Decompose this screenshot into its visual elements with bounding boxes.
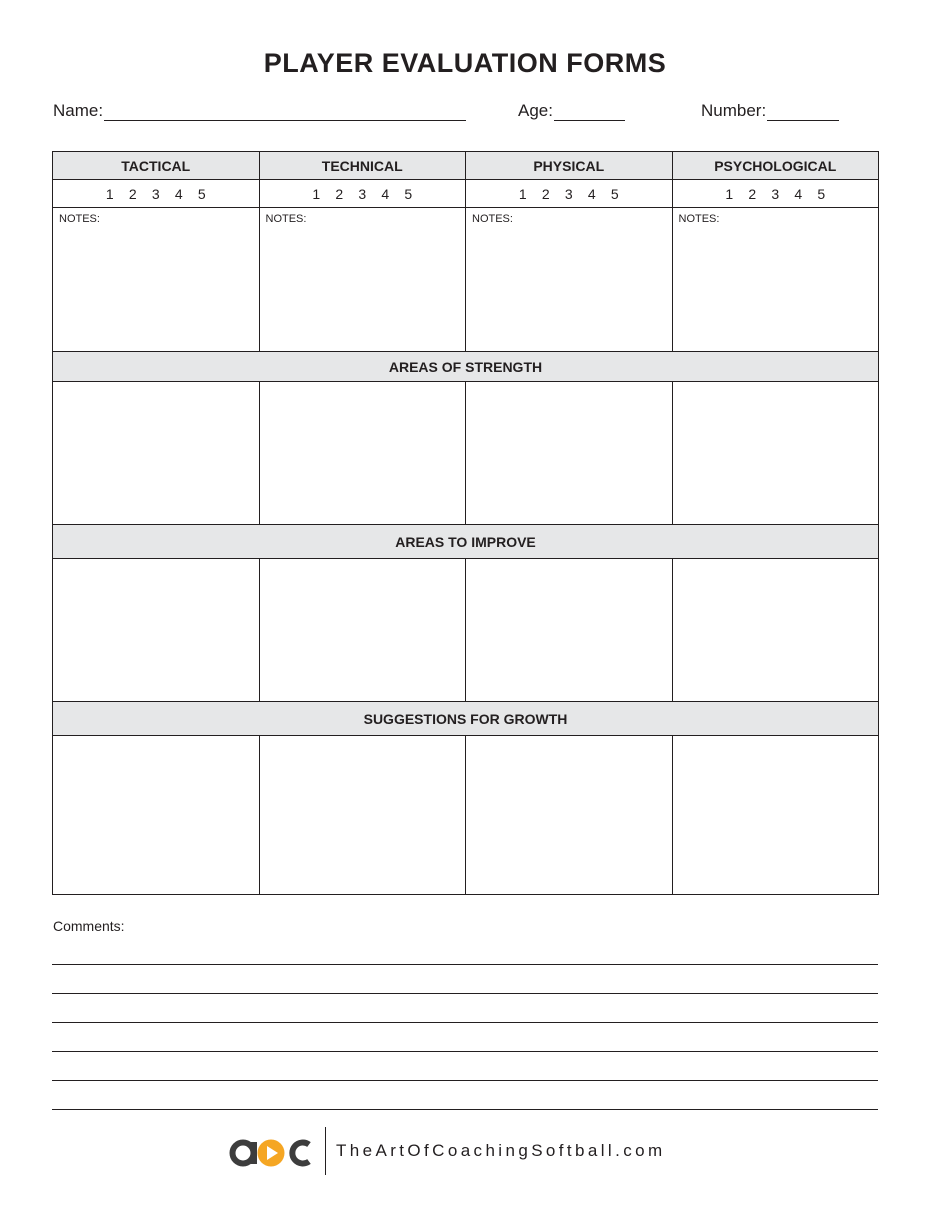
section-header-improve: AREAS TO IMPROVE [53,525,879,559]
growth-cell-tactical[interactable] [53,736,260,895]
notes-cell-physical[interactable] [466,208,673,352]
growth-row [53,736,879,895]
section-header-strength: AREAS OF STRENGTH [53,352,879,382]
notes-row [53,208,879,352]
rating-5[interactable]: 5 [817,185,826,202]
rating-2[interactable]: 2 [335,185,344,202]
name-field[interactable] [53,101,466,121]
growth-cell-physical[interactable] [466,736,673,895]
section-header-row [53,702,879,736]
aoc-logo [229,1131,313,1171]
rating-5[interactable]: 5 [404,185,413,202]
aoc-logo-mark [229,1131,313,1171]
notes-cell-psychological[interactable] [672,208,879,352]
column-header-tactical: TACTICAL [53,152,260,180]
rating-2[interactable]: 2 [748,185,757,202]
number-field[interactable] [701,101,839,121]
form-title: PLAYER EVALUATION FORMS [263,48,667,78]
website-link[interactable]: TheArtOfCoachingSoftball.com [336,1141,666,1160]
rating-1[interactable]: 1 [105,185,114,202]
column-header-row [53,152,879,180]
number-input-line[interactable] [767,102,839,121]
strength-cell-tactical[interactable] [53,382,260,525]
rating-4[interactable]: 4 [174,185,183,202]
column-header-technical: TECHNICAL [259,152,466,180]
comment-line[interactable] [52,1022,878,1023]
rating-scale-technical[interactable] [259,180,466,208]
rating-scale-physical[interactable] [466,180,673,208]
rating-1[interactable]: 1 [312,185,321,202]
growth-cell-technical[interactable] [259,736,466,895]
rating-5[interactable]: 5 [610,185,619,202]
notes-cell-technical[interactable] [259,208,466,352]
comment-line[interactable] [52,1080,878,1081]
rating-scale-tactical[interactable] [53,180,260,208]
age-field[interactable] [518,101,625,121]
age-label: Age: [518,101,553,120]
rating-scale-psychological[interactable] [672,180,879,208]
footer [229,1126,666,1176]
rating-2[interactable]: 2 [128,185,137,202]
notes-label: NOTES: [472,213,513,225]
column-header-physical: PHYSICAL [466,152,673,180]
section-header-row [53,352,879,382]
comments-label: Comments: [53,918,125,934]
section-header-growth: SUGGESTIONS FOR GROWTH [53,702,879,736]
strength-cell-physical[interactable] [466,382,673,525]
notes-label: NOTES: [265,213,307,225]
age-input-line[interactable] [554,102,625,121]
rating-3[interactable]: 3 [358,185,367,202]
growth-cell-psychological[interactable] [672,736,879,895]
rating-3[interactable]: 3 [564,185,573,202]
rating-5[interactable]: 5 [197,185,206,202]
improve-row [53,559,879,702]
name-label: Name: [53,101,104,120]
rating-4[interactable]: 4 [794,185,803,202]
rating-4[interactable]: 4 [587,185,596,202]
improve-cell-psychological[interactable] [672,559,879,702]
column-header-psychological: PSYCHOLOGICAL [672,152,879,180]
section-header-row [53,525,879,559]
improve-cell-technical[interactable] [259,559,466,702]
number-label: Number: [701,101,767,120]
rating-3[interactable]: 3 [151,185,160,202]
notes-label: NOTES: [678,213,720,225]
name-input-line[interactable] [104,102,466,121]
evaluation-table [52,151,879,895]
rating-1[interactable]: 1 [518,185,527,202]
improve-cell-tactical[interactable] [53,559,260,702]
footer-divider [325,1127,326,1175]
strength-row [53,382,879,525]
strength-cell-technical[interactable] [259,382,466,525]
notes-label: NOTES: [59,213,100,225]
rating-3[interactable]: 3 [771,185,780,202]
rating-row [53,180,879,208]
notes-cell-tactical[interactable] [53,208,260,352]
rating-4[interactable]: 4 [381,185,390,202]
comment-line[interactable] [52,964,878,965]
comment-line[interactable] [52,1051,878,1052]
comment-line[interactable] [52,1109,878,1110]
rating-2[interactable]: 2 [541,185,550,202]
improve-cell-physical[interactable] [466,559,673,702]
comment-line[interactable] [52,993,878,994]
rating-1[interactable]: 1 [725,185,734,202]
strength-cell-psychological[interactable] [672,382,879,525]
